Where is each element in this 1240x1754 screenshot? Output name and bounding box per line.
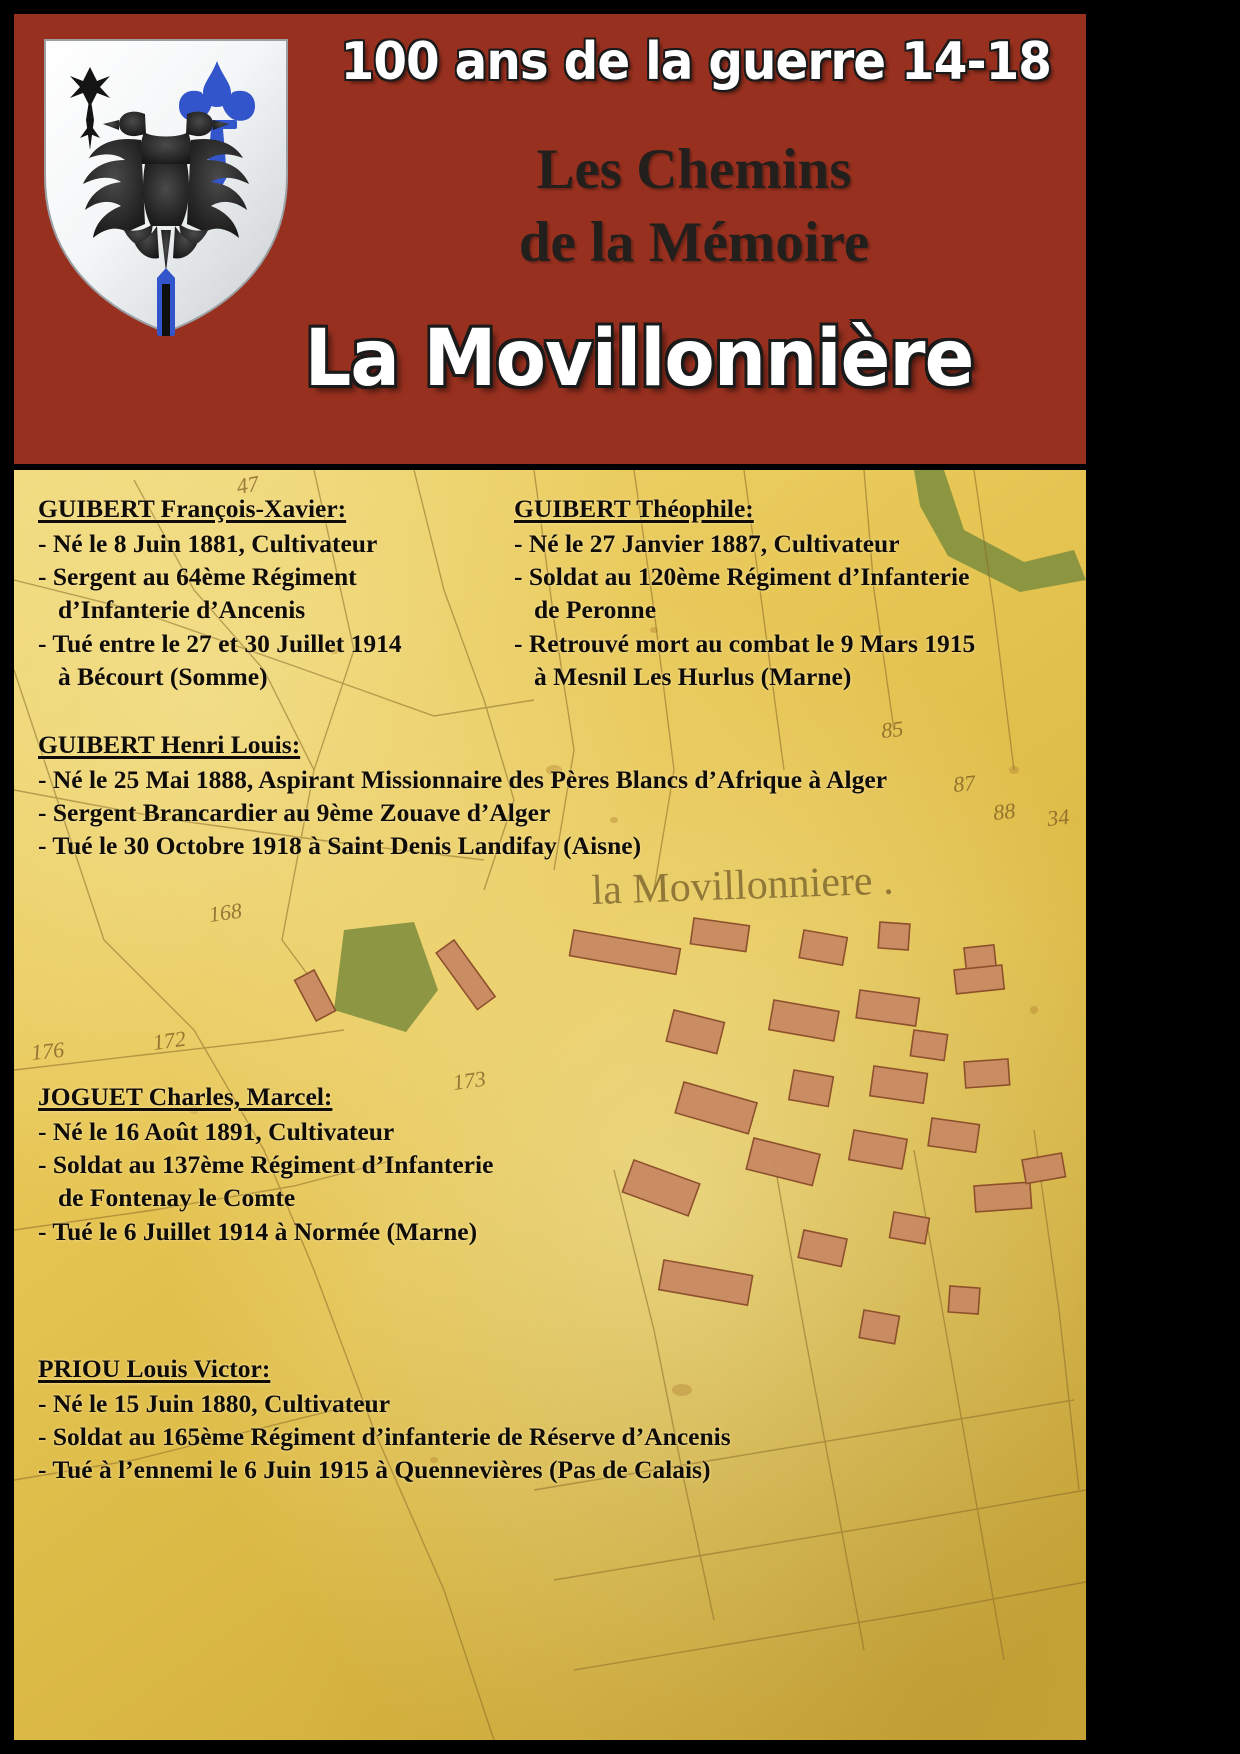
soldier-record-guibert-theophile <box>514 492 975 693</box>
soldier-detail-line: - Sergent au 64ème Régiment <box>38 562 357 592</box>
poster-subtitle <box>314 134 1074 280</box>
soldier-detail-line: - Retrouvé mort au combat le 9 Mars 1915 <box>514 628 976 658</box>
svg-text:173: 173 <box>451 1065 488 1095</box>
poster-header-banner <box>14 14 1086 464</box>
svg-text:85: 85 <box>879 715 905 743</box>
soldier-record-joguet-charles-marcel <box>38 1080 493 1248</box>
soldier-detail-line: d’Infanterie d’Ancenis <box>58 595 306 625</box>
soldier-detail-line: - Né le 16 Août 1891, Cultivateur <box>38 1117 395 1147</box>
soldier-detail-line: à Bécourt (Somme) <box>58 661 268 691</box>
soldier-name: GUIBERT Théophile: <box>514 494 754 523</box>
svg-text:34: 34 <box>1045 803 1071 831</box>
soldier-record-guibert-francois-xavier <box>38 492 402 693</box>
map-village-label: la Movillonniere . <box>590 857 895 914</box>
soldier-detail-line: - Soldat au 137ème Régiment d’Infanterie <box>38 1150 494 1180</box>
soldier-detail-line: de Fontenay le Comte <box>58 1183 296 1213</box>
svg-text:88: 88 <box>991 797 1017 825</box>
soldier-detail-line: - Soldat au 165ème Régiment d’infanterie de Réserve d’Ancenis <box>38 1422 731 1452</box>
soldier-detail-line: - Soldat au 120ème Régiment d’Infanterie <box>514 562 970 592</box>
svg-text:176: 176 <box>29 1036 66 1065</box>
place-name-title: La Movillonnière <box>304 314 974 404</box>
svg-text:172: 172 <box>151 1025 188 1055</box>
coat-of-arms <box>41 36 291 336</box>
svg-text:47: 47 <box>234 470 261 499</box>
blason-shield-icon <box>41 36 291 336</box>
soldier-detail-line: - Né le 27 Janvier 1887, Cultivateur <box>514 529 900 559</box>
soldier-detail-line: - Né le 8 Juin 1881, Cultivateur <box>38 529 378 559</box>
soldier-record-guibert-henri-louis <box>38 728 887 863</box>
soldier-detail-line: - Né le 15 Juin 1880, Cultivateur <box>38 1389 391 1419</box>
soldier-detail-line: - Tué le 30 Octobre 1918 à Saint Denis Landifay (Aisne) <box>38 831 642 861</box>
subtitle-line-1: Les Chemins <box>536 138 852 201</box>
soldier-name: GUIBERT François-Xavier: <box>38 494 347 523</box>
soldier-detail-line: à Mesnil Les Hurlus (Marne) <box>534 661 852 691</box>
soldier-name: PRIOU Louis Victor: <box>38 1354 271 1383</box>
soldier-detail-line: - Tué le 6 Juillet 1914 à Normée (Marne) <box>38 1216 478 1246</box>
banner-title: 100 ans de la guerre 14-18 <box>340 32 1052 92</box>
soldier-detail-line: - Sergent Brancardier au 9ème Zouave d’Alger <box>38 798 551 828</box>
sword-icon <box>157 268 175 336</box>
soldier-records-layer <box>14 470 1086 1740</box>
soldier-name: JOGUET Charles, Marcel: <box>38 1082 333 1111</box>
svg-text:87: 87 <box>951 769 977 797</box>
soldier-detail-line: - Tué entre le 27 et 30 Juillet 1914 <box>38 628 402 658</box>
svg-text:168: 168 <box>207 897 244 927</box>
soldier-name: GUIBERT Henri Louis: <box>38 730 301 759</box>
soldier-detail-line: de Peronne <box>534 595 657 625</box>
soldier-detail-line: - Né le 25 Mai 1888, Aspirant Missionnaire des Pères Blancs d’Afrique à Alger <box>38 765 888 795</box>
cadastral-map-background <box>14 470 1086 1740</box>
subtitle-line-2: de la Mémoire <box>518 210 870 274</box>
soldier-detail-line: - Tué à l’ennemi le 6 Juin 1915 à Quennevières (Pas de Calais) <box>38 1455 711 1485</box>
soldier-record-priou-louis-victor <box>38 1352 731 1487</box>
